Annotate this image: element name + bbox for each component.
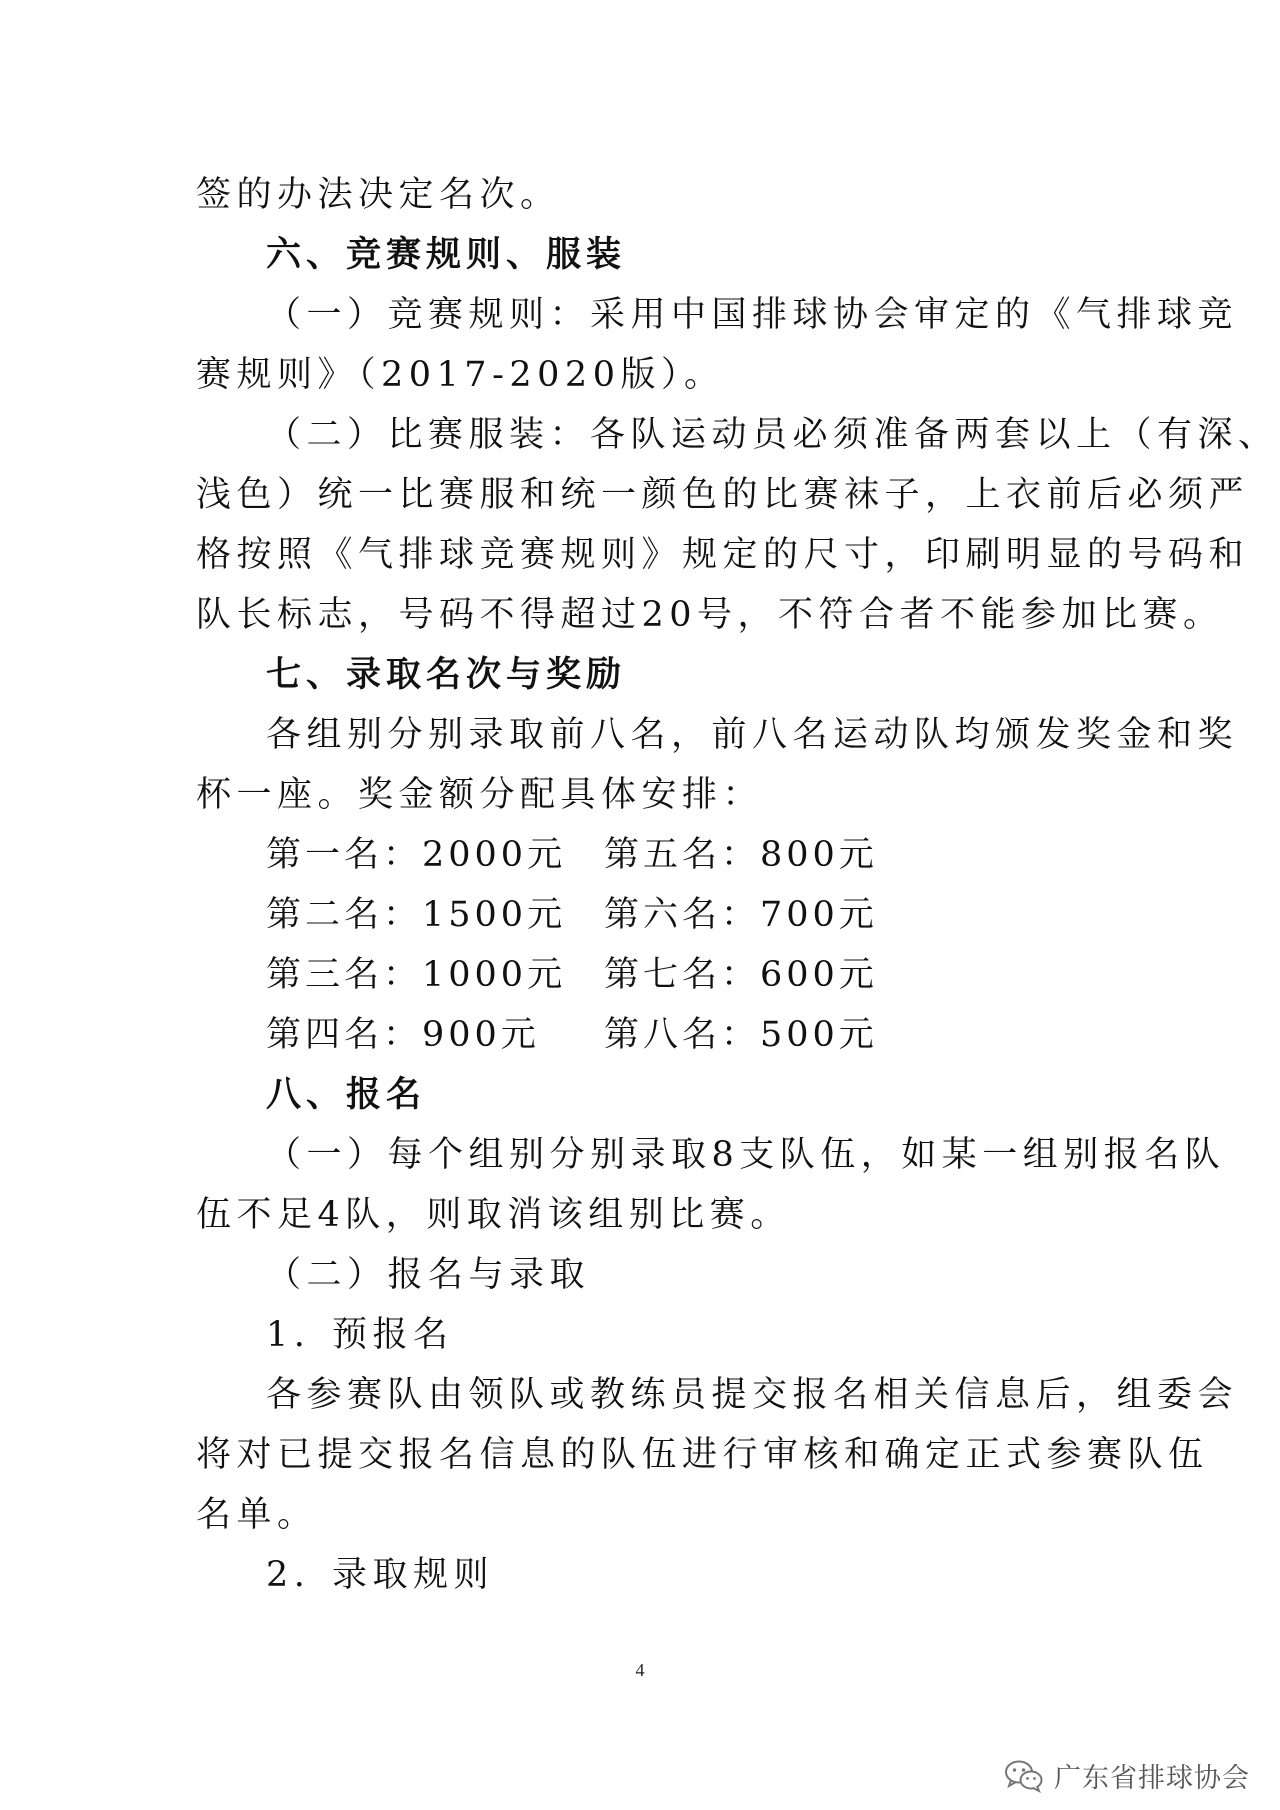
prize-entry: 第一名：2000元 bbox=[266, 835, 567, 875]
page-number: 4 bbox=[635, 1660, 645, 1680]
section-heading-8: 八、报名 bbox=[266, 1075, 427, 1115]
paragraph-line: 各参赛队由领队或教练员提交报名相关信息后，组委会 bbox=[266, 1375, 1239, 1415]
paragraph-line: （二）比赛服装：各队运动员必须准备两套以上（有深、 bbox=[266, 415, 1279, 455]
paragraph-line: 伍不足4队，则取消该组别比赛。 bbox=[196, 1195, 791, 1235]
item-number: 1. bbox=[266, 1315, 311, 1355]
paragraph-line: 队长标志，号码不得超过20号，不符合者不能参加比赛。 bbox=[196, 595, 1224, 635]
paragraph-line: 赛规则》（2017-2020版）。 bbox=[196, 355, 725, 395]
prize-entry: 第四名：900元 bbox=[266, 1015, 540, 1055]
wechat-icon bbox=[1004, 1759, 1044, 1793]
item-text: 录取规则 bbox=[332, 1555, 495, 1595]
paragraph-line: 格按照《气排球竞赛规则》规定的尺寸，印刷明显的号码和 bbox=[196, 535, 1250, 575]
paragraph-line: （一）每个组别分别录取8支队伍，如某一组别报名队 bbox=[266, 1135, 1226, 1175]
watermark-text: 广东省排球协会 bbox=[1054, 1763, 1250, 1794]
prize-entry: 第二名：1500元 bbox=[266, 895, 567, 935]
paragraph-line: 将对已提交报名信息的队伍进行审核和确定正式参赛队伍 bbox=[196, 1435, 1209, 1475]
prize-entry: 第三名：1000元 bbox=[266, 955, 567, 995]
numbered-item-1 bbox=[266, 1313, 454, 1357]
numbered-item-2 bbox=[266, 1553, 494, 1597]
paragraph-line: 签的办法决定名次。 bbox=[196, 175, 561, 215]
section-heading-7: 七、录取名次与奖励 bbox=[266, 655, 627, 695]
section-heading-6: 六、竞赛规则、服装 bbox=[266, 235, 627, 275]
paragraph-line: （一）竞赛规则：采用中国排球协会审定的《气排球竞 bbox=[266, 295, 1239, 335]
item-text: 预报名 bbox=[332, 1315, 454, 1355]
paragraph-line: （二）报名与录取 bbox=[266, 1255, 591, 1295]
prize-entry: 第五名：800元 bbox=[604, 835, 878, 875]
item-number: 2. bbox=[266, 1555, 311, 1595]
prize-entry: 第八名：500元 bbox=[604, 1015, 878, 1055]
paragraph-line: 杯一座。奖金额分配具体安排： bbox=[196, 775, 764, 815]
watermark bbox=[1004, 1756, 1250, 1795]
paragraph-line: 名单。 bbox=[196, 1495, 318, 1535]
paragraph-line: 浅色）统一比赛服和统一颜色的比赛袜子，上衣前后必须严 bbox=[196, 475, 1250, 515]
paragraph-line: 各组别分别录取前八名，前八名运动队均颁发奖金和奖 bbox=[266, 715, 1239, 755]
prize-entry: 第七名：600元 bbox=[604, 955, 878, 995]
prize-entry: 第六名：700元 bbox=[604, 895, 878, 935]
